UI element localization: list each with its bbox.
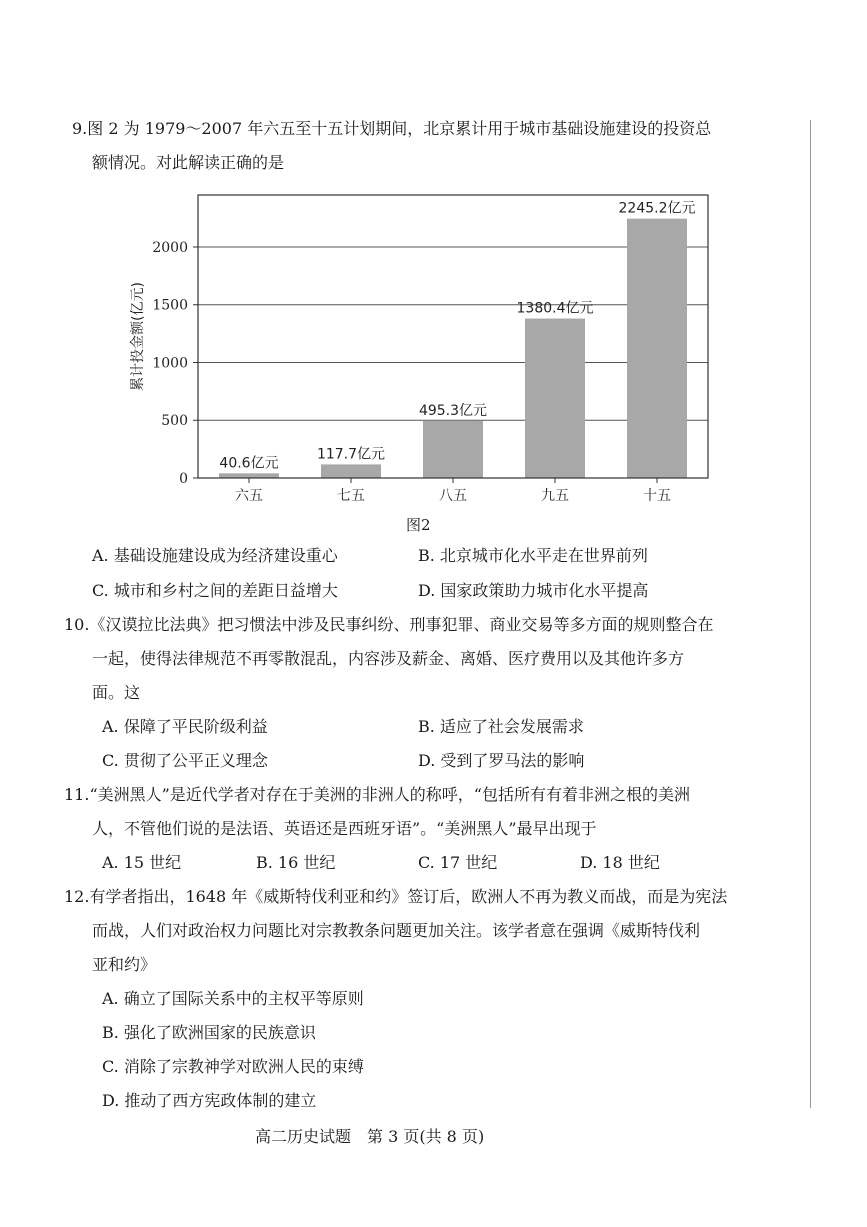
x-tick-label: 七五 — [337, 488, 365, 504]
q9-option-c[interactable]: C. 城市和乡村之间的差距日益增大 — [92, 581, 338, 600]
y-tick-label: 2000 — [152, 239, 188, 256]
bar-data-label: 495.3亿元 — [418, 402, 488, 419]
bar-data-label: 40.6亿元 — [219, 455, 279, 472]
x-tick-label: 八五 — [439, 488, 467, 504]
figure-caption: 图2 — [406, 516, 431, 534]
q10-stem-line3: 面。这 — [92, 683, 141, 702]
right-margin-rule — [810, 120, 811, 1108]
q12-stem-line1: 12.有学者指出，1648 年《威斯特伐利亚和约》签订后，欧洲人不再为教义而战，而是为宪法 — [64, 887, 728, 906]
investment-bar-chart — [118, 190, 718, 510]
q9-stem-line1: 9.图 2 为 1979～2007 年六五至十五计划期间，北京累计用于城市基础设施建设的投资总 — [72, 119, 712, 138]
q10-stem-line2: 一起，使得法律规范不再零散混乱，内容涉及薪金、离婚、医疗费用以及其他许多方 — [92, 649, 685, 668]
q11-option-b[interactable]: B. 16 世纪 — [256, 853, 336, 872]
q12-stem-line3: 亚和约》 — [92, 955, 157, 974]
y-tick-label: 0 — [179, 471, 188, 487]
q11-stem-line1: 11.“美洲黑人”是近代学者对存在于美洲的非洲人的称呼，“包括所有有着非洲之根的美洲 — [64, 785, 690, 804]
y-tick-label: 1500 — [152, 297, 188, 314]
y-tick-label: 500 — [161, 413, 188, 430]
q11-option-d[interactable]: D. 18 世纪 — [580, 853, 660, 872]
bar — [525, 319, 585, 478]
q10-option-b[interactable]: B. 适应了社会发展需求 — [418, 717, 584, 736]
q12-stem-line2: 而战，人们对政治权力问题比对宗教教条问题更加关注。该学者意在强调《威斯特伐利 — [92, 921, 701, 940]
q10-option-c[interactable]: C. 贯彻了公平正义理念 — [102, 751, 268, 770]
y-axis-label: 累计投金额(亿元) — [130, 282, 146, 391]
bar — [219, 473, 279, 478]
q11-stem-line2: 人，不管他们说的是法语、英语还是西班牙语”。“美洲黑人”最早出现于 — [92, 819, 597, 838]
bar-data-label: 2245.2亿元 — [618, 200, 696, 217]
bar — [321, 464, 381, 478]
bar-data-label: 117.7亿元 — [316, 446, 386, 463]
page-footer: 高二历史试题 第 3 页(共 8 页) — [255, 1127, 485, 1146]
q10-option-d[interactable]: D. 受到了罗马法的影响 — [418, 751, 585, 770]
y-tick-label: 1000 — [152, 355, 188, 372]
q9-option-b[interactable]: B. 北京城市化水平走在世界前列 — [418, 546, 648, 565]
q9-option-d[interactable]: D. 国家政策助力城市化水平提高 — [418, 581, 649, 600]
q12-option-c[interactable]: C. 消除了宗教神学对欧洲人民的束缚 — [102, 1057, 364, 1076]
q12-option-b[interactable]: B. 强化了欧洲国家的民族意识 — [102, 1023, 316, 1042]
q10-stem-line1: 10.《汉谟拉比法典》把习惯法中涉及民事纠纷、刑事犯罪、商业交易等多方面的规则整合在 — [64, 615, 714, 634]
x-tick-label: 六五 — [235, 488, 263, 504]
x-tick-label: 十五 — [643, 488, 671, 504]
bar — [627, 219, 687, 478]
x-tick-label: 九五 — [541, 488, 569, 504]
q11-option-c[interactable]: C. 17 世纪 — [418, 853, 498, 872]
q12-option-d[interactable]: D. 推动了西方宪政体制的建立 — [102, 1091, 317, 1110]
bar-data-label: 1380.4亿元 — [516, 300, 594, 317]
bar — [423, 421, 483, 478]
q12-option-a[interactable]: A. 确立了国际关系中的主权平等原则 — [102, 989, 364, 1008]
q9-stem-line2: 额情况。对此解读正确的是 — [92, 153, 285, 172]
q10-option-a[interactable]: A. 保障了平民阶级利益 — [102, 717, 268, 736]
q9-option-a[interactable]: A. 基础设施建设成为经济建设重心 — [92, 546, 338, 565]
q11-option-a[interactable]: A. 15 世纪 — [102, 853, 182, 872]
